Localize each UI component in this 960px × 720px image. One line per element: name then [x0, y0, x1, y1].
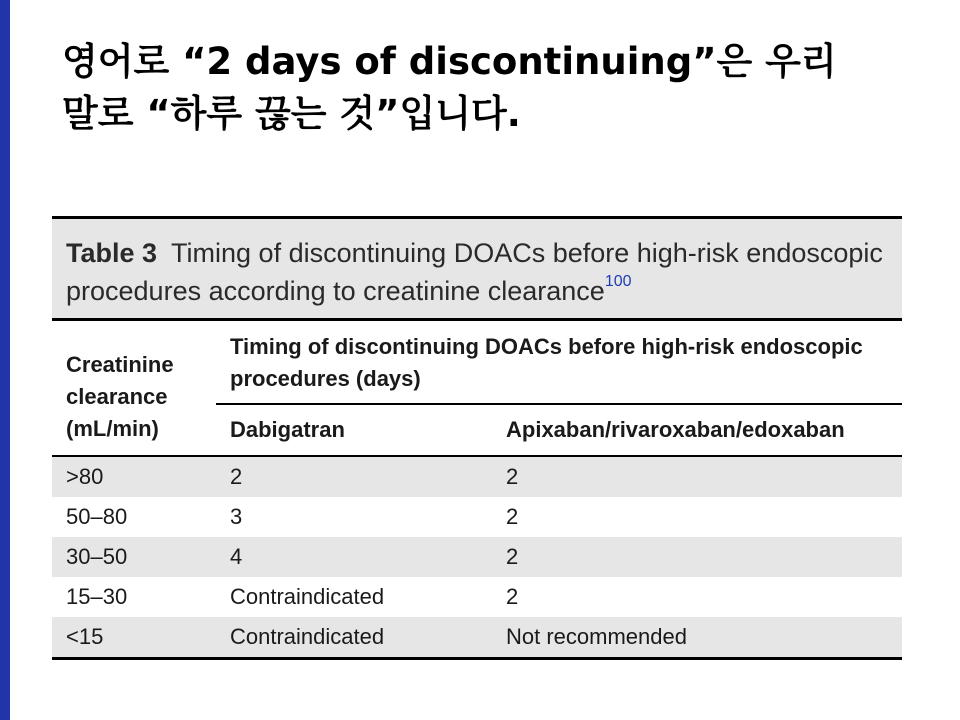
table-row [52, 456, 902, 497]
cell-others: 2 [506, 504, 519, 529]
cell-clearance: <15 [52, 617, 216, 659]
cell-others: Not recommended [492, 617, 902, 659]
cell-others: 2 [492, 537, 902, 577]
header-dabigatran: Dabigatran [216, 404, 492, 456]
header-apixaban-rivaroxaban-edoxaban: Apixaban/rivaroxaban/edoxaban [492, 404, 902, 456]
cell-dabigatran: 3 [230, 504, 243, 529]
cell-others: 2 [506, 584, 519, 609]
cell-clearance: 30–50 [52, 537, 216, 577]
table-row [52, 577, 902, 617]
doac-timing-table [52, 321, 902, 660]
header-creatinine-line-2: clearance [66, 384, 168, 409]
cell-clearance: 50–80 [66, 504, 128, 529]
table-caption [52, 216, 902, 321]
cell-dabigatran: Contraindicated [216, 617, 492, 659]
cell-clearance: >80 [52, 456, 216, 497]
header-row [52, 321, 902, 404]
table-label: Table 3 [66, 238, 158, 268]
slide-title [62, 36, 922, 140]
table-figure [52, 216, 902, 660]
header-timing-group [216, 321, 902, 404]
reference-link[interactable]: 100 [604, 273, 632, 290]
cell-dabigatran: Contraindicated [230, 584, 385, 609]
cell-clearance: 15–30 [66, 584, 128, 609]
slide-title-line-2: 말로 “하루 끊는 것”입니다. [62, 92, 521, 135]
cell-dabigatran: 2 [216, 456, 492, 497]
table-row [52, 617, 902, 659]
header-creatinine-line-1: Creatinine [66, 352, 174, 377]
table-row [52, 497, 902, 537]
header-creatinine-line-3: (mL/min) [66, 416, 159, 441]
header-creatinine-clearance [52, 321, 216, 456]
slide-title-line-1: 영어로 “2 days of discontinuing”은 우리 [62, 40, 837, 83]
caption-line-1: Timing of discontinuing DOACs before high-risk endoscopic [171, 238, 883, 268]
left-accent-bar [0, 0, 10, 720]
cell-dabigatran: 4 [216, 537, 492, 577]
header-group-line-1: Timing of discontinuing DOACs before high-risk endoscopic [230, 334, 863, 359]
table-row [52, 537, 902, 577]
caption-line-2: procedures according to creatinine clearance [66, 276, 605, 306]
cell-others: 2 [492, 456, 902, 497]
header-group-line-2: procedures (days) [230, 366, 421, 391]
